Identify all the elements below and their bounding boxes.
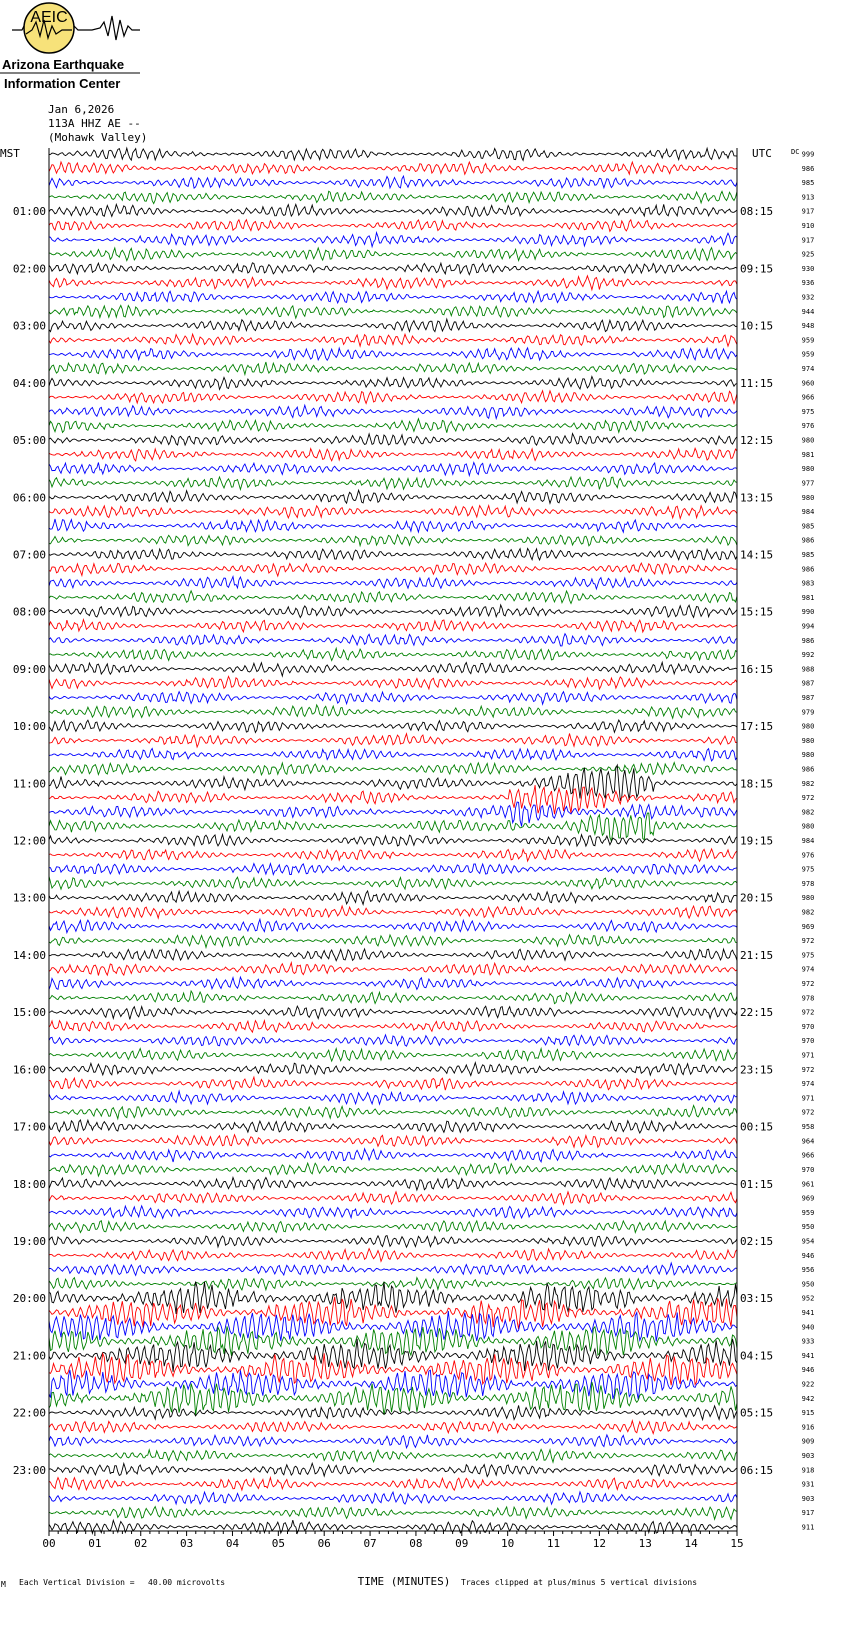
dc-value-label: 966 <box>801 1151 815 1160</box>
trace-line <box>49 591 737 604</box>
trace-line <box>49 362 737 375</box>
dc-value-label: 972 <box>801 980 815 989</box>
dc-value-label: 970 <box>801 1022 815 1031</box>
dc-value-label: 985 <box>801 179 815 188</box>
trace-line <box>49 876 737 889</box>
header-date: Jan 6,2026 <box>48 103 115 116</box>
dc-value-label: 980 <box>801 436 815 445</box>
dc-value-label: 950 <box>801 1280 815 1289</box>
dc-value-label: 974 <box>801 365 815 374</box>
trace-line <box>49 620 737 632</box>
trace-line <box>49 849 737 861</box>
dc-value-label: 910 <box>801 222 815 231</box>
x-tick-label: 00 <box>42 1537 56 1550</box>
trace-line <box>49 319 737 332</box>
trace-line <box>49 1135 737 1148</box>
dc-value-label: 969 <box>801 922 815 931</box>
right-hour-label: 19:15 <box>740 834 774 848</box>
dc-value-label: 978 <box>801 994 815 1003</box>
left-hour-label: 12:00 <box>12 834 46 848</box>
x-tick-label: 01 <box>88 1537 102 1550</box>
trace-line <box>49 605 737 618</box>
trace-line <box>49 1221 737 1233</box>
dc-value-label: 999 <box>801 150 815 159</box>
right-hour-label: 15:15 <box>740 605 774 619</box>
left-hour-label: 17:00 <box>12 1120 46 1134</box>
x-tick-label: 06 <box>317 1537 331 1550</box>
right-hour-label: 10:15 <box>740 319 774 333</box>
footer-microvolts: 40.00 microvolts <box>148 1578 226 1587</box>
dc-value-label: 940 <box>801 1323 815 1332</box>
trace-line <box>49 1249 737 1262</box>
dc-value-label: 954 <box>801 1237 815 1246</box>
dc-value-label: 913 <box>801 193 815 202</box>
trace-line <box>49 835 737 847</box>
dc-value-label: 932 <box>801 293 815 302</box>
dc-value-label: 922 <box>801 1380 815 1389</box>
dc-value-label: 974 <box>801 965 815 974</box>
dc-value-label: 980 <box>801 493 815 502</box>
right-hour-label: 21:15 <box>740 948 774 962</box>
right-hour-label: 16:15 <box>740 662 774 676</box>
left-hour-label: 08:00 <box>12 605 46 619</box>
right-hour-label: 09:15 <box>740 262 774 276</box>
left-hour-label: 16:00 <box>12 1063 46 1077</box>
right-hour-label: 08:15 <box>740 205 774 219</box>
trace-line <box>49 220 737 232</box>
trace-line <box>49 662 737 676</box>
trace-line <box>49 535 737 546</box>
dc-axis-title: DC <box>791 148 800 156</box>
trace-line <box>49 705 737 718</box>
trace-line <box>49 935 737 948</box>
x-axis-ticks <box>42 1531 743 1550</box>
trace-line <box>49 891 737 904</box>
left-hour-label: 13:00 <box>12 891 46 905</box>
left-hour-label: 03:00 <box>12 319 46 333</box>
trace-line <box>49 1478 737 1491</box>
dc-value-label: 909 <box>801 1437 815 1446</box>
trace-line <box>49 906 737 918</box>
trace-line <box>49 191 737 203</box>
dc-value-label: 948 <box>801 322 815 331</box>
dc-value-label: 976 <box>801 851 815 860</box>
x-tick-label: 14 <box>684 1537 698 1550</box>
right-hour-label: 01:15 <box>740 1177 774 1191</box>
trace-line <box>49 419 737 433</box>
dc-value-label: 969 <box>801 1194 815 1203</box>
right-hour-label: 18:15 <box>740 777 774 791</box>
dc-value-label: 972 <box>801 937 815 946</box>
trace-line <box>49 1463 737 1476</box>
dc-value-label: 982 <box>801 908 815 917</box>
trace-line <box>49 1421 737 1434</box>
dc-value-label: 984 <box>801 837 815 845</box>
dc-value-label: 978 <box>801 879 815 888</box>
dc-value-labels <box>802 151 815 1532</box>
dc-value-label: 918 <box>801 1466 815 1475</box>
trace-line <box>49 949 737 961</box>
left-hour-label: 22:00 <box>12 1406 46 1420</box>
x-tick-label: 07 <box>363 1537 377 1550</box>
trace-group <box>49 148 737 1533</box>
trace-line <box>49 1120 737 1133</box>
trace-line <box>49 977 737 990</box>
dc-value-label: 975 <box>801 951 815 960</box>
x-tick-label: 03 <box>179 1537 194 1550</box>
dc-value-label: 988 <box>801 665 815 674</box>
left-hour-label: 23:00 <box>12 1463 46 1477</box>
header-location: (Mohawk Valley) <box>48 131 148 144</box>
trace-line <box>49 1049 737 1062</box>
footer-clip-note: Traces clipped at plus/minus 5 vertical divisions <box>461 1578 698 1587</box>
dc-value-label: 936 <box>801 279 815 288</box>
dc-value-label: 983 <box>801 579 815 588</box>
trace-line <box>49 1163 737 1176</box>
dc-value-label: 980 <box>801 751 815 760</box>
dc-value-label: 982 <box>801 808 815 817</box>
dc-value-label: 980 <box>801 465 815 474</box>
dc-value-label: 992 <box>801 651 815 660</box>
trace-line <box>49 405 737 418</box>
dc-value-label: 911 <box>801 1523 815 1532</box>
trace-line <box>49 263 737 275</box>
left-hour-label: 14:00 <box>12 948 46 962</box>
left-hour-label: 05:00 <box>12 434 46 448</box>
dc-value-label: 984 <box>801 508 815 517</box>
x-tick-label: 10 <box>501 1537 515 1550</box>
trace-line <box>49 176 737 188</box>
dc-value-label: 980 <box>801 822 815 831</box>
footer-vertical-division: Each Vertical Division = <box>19 1578 135 1587</box>
trace-line <box>49 1149 737 1162</box>
trace-line <box>49 1435 737 1448</box>
trace-line <box>49 291 737 303</box>
dc-value-label: 982 <box>801 779 815 788</box>
trace-line <box>49 1449 737 1462</box>
dc-value-label: 972 <box>801 794 815 803</box>
left-hour-label: 20:00 <box>12 1292 46 1306</box>
dc-value-label: 977 <box>801 479 815 488</box>
dc-value-label: 952 <box>801 1294 815 1303</box>
trace-line <box>49 148 737 160</box>
trace-line <box>49 204 737 216</box>
trace-line <box>49 519 737 532</box>
trace-line <box>49 1492 737 1504</box>
right-hour-label: 06:15 <box>740 1463 774 1477</box>
left-hour-label: 06:00 <box>12 491 46 505</box>
trace-line <box>49 1353 737 1385</box>
dc-value-label: 980 <box>801 736 815 745</box>
trace-line <box>49 1035 737 1046</box>
trace-line <box>49 577 737 589</box>
trace-line <box>49 734 737 748</box>
dc-value-label: 925 <box>801 250 815 259</box>
dc-value-label: 966 <box>801 393 815 402</box>
trace-line <box>49 634 737 646</box>
trace-line <box>49 802 737 826</box>
dc-value-label: 986 <box>801 565 815 574</box>
trace-line <box>49 1206 737 1219</box>
right-axis-title: UTC <box>752 147 772 160</box>
dc-value-label: 986 <box>801 536 815 545</box>
dc-value-label: 987 <box>801 693 815 702</box>
dc-value-label: 972 <box>801 1008 815 1017</box>
x-tick-label: 04 <box>225 1537 240 1550</box>
trace-line <box>49 434 737 446</box>
trace-line <box>49 648 737 660</box>
trace-line <box>49 377 737 390</box>
dc-value-label: 971 <box>801 1051 815 1060</box>
left-hour-labels <box>13 205 46 1477</box>
dc-value-label: 915 <box>801 1409 815 1418</box>
dc-value-label: 972 <box>801 1108 815 1117</box>
trace-line <box>49 676 737 689</box>
dc-value-label: 961 <box>801 1180 815 1189</box>
right-hour-label: 20:15 <box>740 891 774 905</box>
left-hour-label: 09:00 <box>12 662 46 676</box>
right-hour-label: 11:15 <box>740 376 774 390</box>
left-hour-label: 18:00 <box>12 1177 46 1191</box>
right-hour-label: 00:15 <box>740 1120 774 1134</box>
right-hour-label: 04:15 <box>740 1349 774 1363</box>
dc-value-label: 930 <box>801 264 815 273</box>
trace-line <box>49 963 737 976</box>
dc-value-label: 975 <box>801 865 815 874</box>
x-tick-label: 12 <box>592 1537 607 1550</box>
trace-line <box>49 490 737 503</box>
trace-line <box>49 1178 737 1191</box>
left-axis-title: MST <box>0 147 20 160</box>
dc-value-label: 990 <box>801 608 815 617</box>
dc-value-label: 964 <box>801 1137 815 1146</box>
dc-value-label: 917 <box>801 207 815 216</box>
trace-line <box>49 1091 737 1104</box>
dc-value-label: 971 <box>801 1094 815 1103</box>
trace-line <box>49 720 737 733</box>
logo-acronym: AEIC <box>30 9 68 26</box>
dc-value-label: 981 <box>801 450 815 459</box>
trace-line <box>49 548 737 560</box>
footer-tiny-mark: M <box>1 1580 6 1589</box>
x-tick-label: 09 <box>455 1537 469 1550</box>
header-station: 113A HHZ AE -- <box>48 117 141 130</box>
dc-value-label: 985 <box>801 522 815 531</box>
trace-line <box>49 348 737 360</box>
dc-value-label: 946 <box>801 1366 815 1375</box>
right-hour-label: 23:15 <box>740 1063 774 1077</box>
dc-value-label: 917 <box>801 1509 815 1518</box>
dc-value-label: 979 <box>801 708 815 717</box>
trace-line <box>49 448 737 461</box>
dc-value-label: 959 <box>801 336 815 345</box>
left-hour-label: 21:00 <box>12 1349 46 1363</box>
dc-value-label: 917 <box>801 236 815 245</box>
trace-line <box>49 1006 737 1019</box>
dc-value-label: 903 <box>801 1494 815 1503</box>
trace-line <box>49 1063 737 1076</box>
dc-value-label: 946 <box>801 1251 815 1260</box>
dc-value-label: 981 <box>801 593 815 602</box>
trace-line <box>49 563 737 576</box>
right-hour-label: 14:15 <box>740 548 774 562</box>
dc-value-label: 941 <box>801 1308 815 1317</box>
trace-line <box>49 305 737 318</box>
dc-value-label: 970 <box>801 1037 815 1046</box>
trace-line <box>49 1507 737 1520</box>
dc-value-label: 933 <box>801 1337 815 1346</box>
dc-value-label: 972 <box>801 1065 815 1074</box>
dc-value-label: 994 <box>801 622 815 631</box>
trace-line <box>49 919 737 932</box>
trace-line <box>49 233 737 247</box>
right-hour-label: 05:15 <box>740 1406 774 1420</box>
trace-line <box>49 1192 737 1205</box>
dc-value-label: 950 <box>801 1223 815 1232</box>
left-hour-label: 04:00 <box>12 376 46 390</box>
trace-line <box>49 391 737 404</box>
dc-value-label: 903 <box>801 1451 815 1460</box>
dc-value-label: 960 <box>801 379 815 388</box>
left-hour-label: 02:00 <box>12 262 46 276</box>
trace-line <box>49 1405 737 1419</box>
x-tick-label: 08 <box>409 1537 423 1550</box>
dc-value-label: 976 <box>801 422 815 431</box>
dc-value-label: 941 <box>801 1351 815 1360</box>
dc-value-label: 986 <box>801 765 815 774</box>
right-hour-label: 03:15 <box>740 1292 774 1306</box>
right-hour-label: 22:15 <box>740 1006 774 1020</box>
left-hour-label: 07:00 <box>12 548 46 562</box>
left-hour-label: 19:00 <box>12 1234 46 1248</box>
dc-value-label: 959 <box>801 350 815 359</box>
trace-line <box>49 1382 737 1415</box>
dc-value-label: 942 <box>801 1394 815 1403</box>
dc-value-label: 944 <box>801 307 815 316</box>
dc-value-label: 931 <box>801 1480 815 1489</box>
trace-line <box>49 248 737 261</box>
dc-value-label: 986 <box>801 636 815 645</box>
right-hour-labels <box>740 205 773 1477</box>
x-axis-title: TIME (MINUTES) <box>357 1575 451 1588</box>
trace-line <box>49 334 737 346</box>
dc-value-label: 974 <box>801 1080 815 1089</box>
dc-value-label: 970 <box>801 1165 815 1174</box>
logo-line2: Information Center <box>4 76 121 91</box>
dc-value-label: 985 <box>801 550 815 559</box>
trace-line <box>49 463 737 476</box>
dc-value-label: 956 <box>801 1266 815 1275</box>
trace-line <box>49 477 737 490</box>
trace-line <box>49 162 737 174</box>
x-tick-label: 13 <box>638 1537 652 1550</box>
trace-line <box>49 1263 737 1275</box>
dc-value-label: 980 <box>801 894 815 903</box>
left-hour-label: 11:00 <box>12 777 46 791</box>
dc-value-label: 958 <box>801 1123 815 1132</box>
left-hour-label: 10:00 <box>12 720 46 734</box>
trace-line <box>49 864 737 875</box>
trace-line <box>49 1077 737 1090</box>
left-hour-label: 15:00 <box>12 1006 46 1020</box>
right-hour-label: 12:15 <box>740 434 774 448</box>
x-tick-label: 15 <box>730 1537 744 1550</box>
dc-value-label: 987 <box>801 679 815 688</box>
dc-value-label: 980 <box>801 722 815 731</box>
x-tick-label: 02 <box>134 1537 148 1550</box>
trace-line <box>49 506 737 519</box>
left-hour-label: 01:00 <box>12 205 46 219</box>
trace-line <box>49 1021 737 1032</box>
right-hour-label: 17:15 <box>740 720 774 734</box>
trace-line <box>49 991 737 1004</box>
trace-line <box>49 1106 737 1119</box>
dc-value-label: 916 <box>801 1423 815 1432</box>
trace-line <box>49 1282 737 1314</box>
trace-line <box>49 748 737 761</box>
dc-value-label: 986 <box>801 164 815 173</box>
right-hour-label: 13:15 <box>740 491 774 505</box>
trace-line <box>49 1236 737 1248</box>
dc-value-label: 959 <box>801 1208 815 1217</box>
dc-value-label: 975 <box>801 407 815 416</box>
logo-line1: Arizona Earthquake <box>2 57 125 72</box>
right-hour-label: 02:15 <box>740 1234 774 1248</box>
trace-line <box>49 276 737 290</box>
trace-line <box>49 692 737 705</box>
x-tick-label: 05 <box>271 1537 285 1550</box>
x-tick-label: 11 <box>546 1537 561 1550</box>
